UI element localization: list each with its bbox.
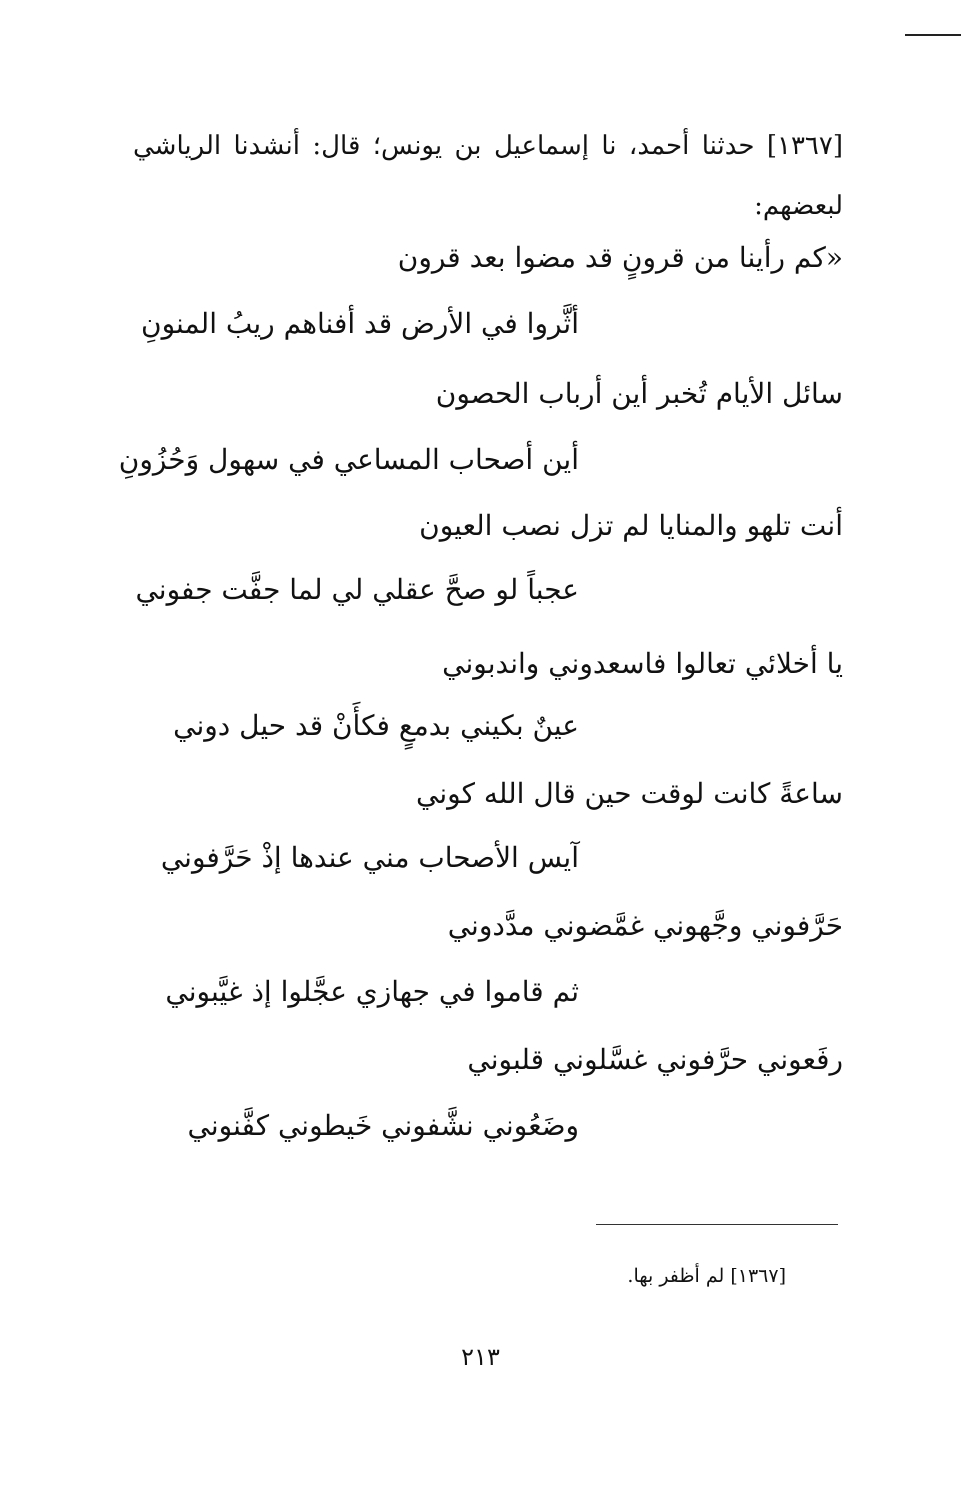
verse-line-1: «كم رأينا من قرونٍ قد مضوا بعد قرون <box>397 241 843 274</box>
page-number: ٢١٣ <box>461 1343 500 1371</box>
verse-line-6: عجباً لو صحَّ عقلي لي لما جفَّت جفوني <box>135 573 579 606</box>
footnote-text: [١٣٦٧] لم أظفر بها. <box>627 1265 786 1287</box>
verse-line-2: أثَّروا في الأرض قد أفناهم ريبُ المنونِ <box>141 307 579 340</box>
verse-line-10: آيس الأصحاب مني عندها إذْ حَرَّفوني <box>160 841 579 874</box>
verse-line-3: سائل الأيام تُخبر أين أرباب الحصون <box>435 377 843 410</box>
verse-line-12: ثم قاموا في جهازي عجَّلوا إذ غيَّبوني <box>165 975 579 1008</box>
verse-line-5: أنت تلهو والمنايا لم تزل نصب العيون <box>419 509 843 542</box>
hadith-entry-text: [١٣٦٧] حدثنا أحمد، نا إسماعيل بن يونس؛ قال: أنشدنا الرياشي لبعضهم: <box>133 131 843 221</box>
verse-line-4: أين أصحاب المساعي في سهول وَحُزُونِ <box>118 443 579 476</box>
verse-line-11: حَرَّفوني وجَّهوني غمَّضوني مدَّدوني <box>447 909 843 942</box>
verse-line-9: ساعةً كانت لوقت حين قال الله كوني <box>416 777 843 810</box>
verse-line-8: عينٌ بكيني بدمعٍ فكأَنْ قد حيل دوني <box>173 709 579 742</box>
header-rule <box>905 34 961 36</box>
verse-line-13: رفَعوني حرَّفوني غسَّلوني قلبوني <box>467 1043 843 1076</box>
verse-line-7: يا أخلائي تعالوا فاسعدوني واندبوني <box>442 647 843 680</box>
verse-line-14: وضَعُوني نشَّفوني خَيطوني كفَّنوني <box>187 1109 579 1142</box>
footnote-separator <box>596 1224 838 1225</box>
